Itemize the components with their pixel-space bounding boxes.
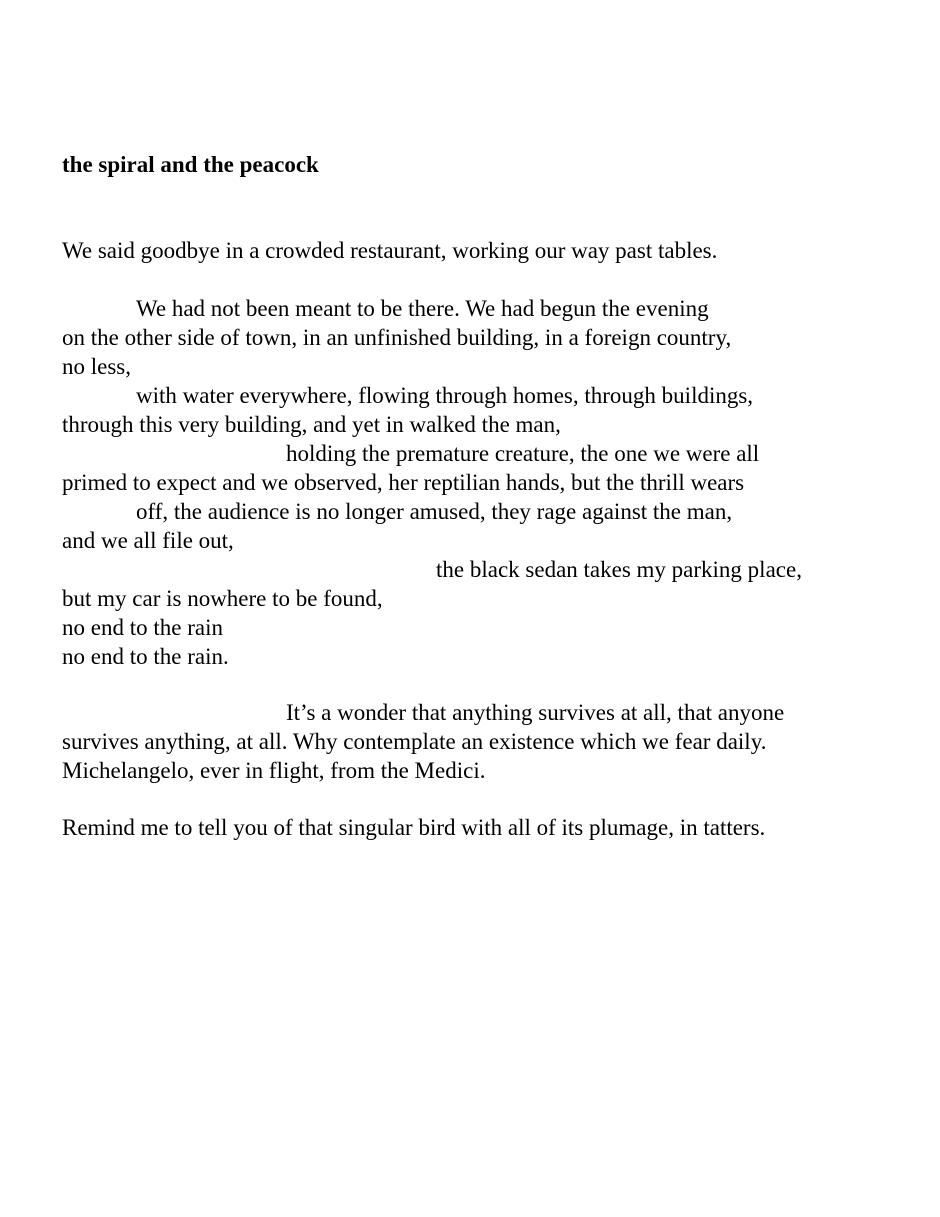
poem-title: the spiral and the peacock: [62, 152, 319, 177]
poem-line: with water everywhere, flowing through homes, through buildings,: [136, 383, 754, 408]
poem-line: no end to the rain.: [62, 644, 229, 669]
poem-line: and we all file out,: [62, 528, 234, 553]
poem-line: through this very building, and yet in walked the man,: [62, 412, 561, 437]
poem-line: We said goodbye in a crowded restaurant, working our way past tables.: [62, 238, 718, 263]
poem-line: no end to the rain: [62, 615, 223, 640]
poem-line: It’s a wonder that anything survives at all, that anyone: [286, 700, 785, 725]
poem-line: survives anything, at all. Why contemplate an existence which we fear daily.: [62, 729, 767, 754]
poem-line: Michelangelo, ever in flight, from the Medici.: [62, 758, 486, 783]
poem-line: but my car is nowhere to be found,: [62, 586, 383, 611]
poem-line: We had not been meant to be there. We had begun the evening: [136, 296, 709, 321]
poem-line: no less,: [62, 354, 131, 379]
poem-line: off, the audience is no longer amused, they rage against the man,: [136, 499, 733, 524]
poem-line: primed to expect and we observed, her reptilian hands, but the thrill wears: [62, 470, 745, 495]
poem-line: holding the premature creature, the one we were all: [286, 441, 760, 466]
poem-line: the black sedan takes my parking place,: [436, 557, 802, 582]
poem-line: Remind me to tell you of that singular bird with all of its plumage, in tatters.: [62, 815, 766, 840]
poem-line: on the other side of town, in an unfinished building, in a foreign country,: [62, 325, 732, 350]
